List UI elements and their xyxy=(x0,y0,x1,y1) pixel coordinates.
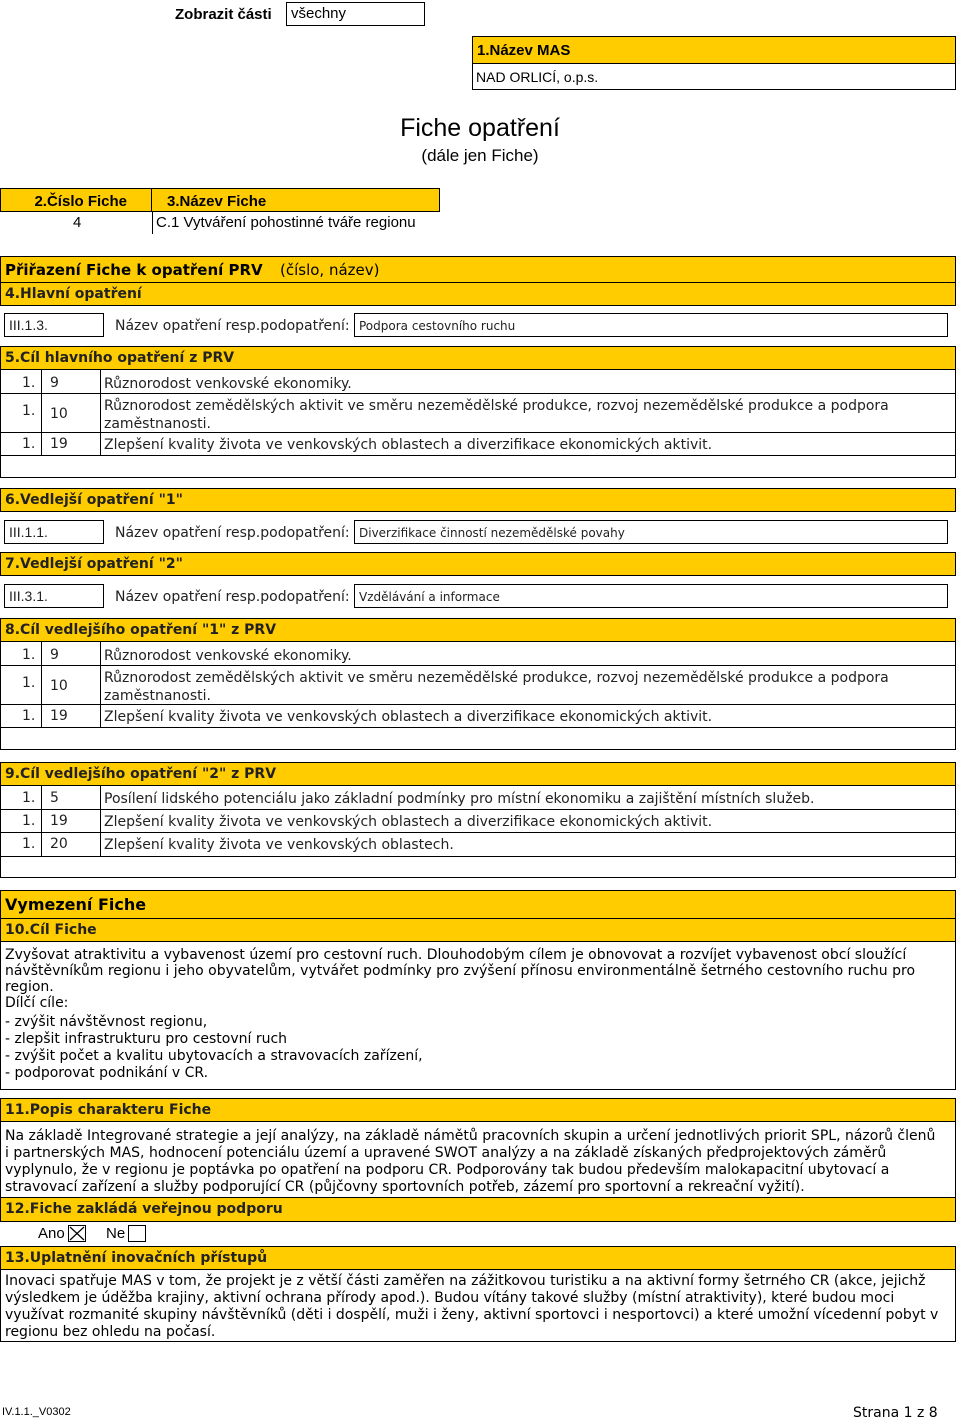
side-goal2-header: 9.Cíl vedlejšího opatření "2" z PRV xyxy=(5,766,277,782)
side-goal1-header: 8.Cíl vedlejšího opatření "1" z PRV xyxy=(5,622,277,638)
main-measure-name-field[interactable]: Podpora cestovního ruchu xyxy=(354,313,948,337)
goal-col-b: 19 xyxy=(50,436,68,452)
show-parts-label: Zobrazit části xyxy=(175,6,272,23)
goal-fiche-line: - zlepšit infrastrukturu pro cestovní ruch xyxy=(5,1031,288,1047)
innov-box xyxy=(0,1270,956,1342)
no-checkbox[interactable] xyxy=(128,1225,146,1242)
side2-name-label: Název opatření resp.podopatření: xyxy=(115,589,350,605)
show-parts-select[interactable]: všechny xyxy=(286,2,425,26)
innov-line: využívat rozmanité skupiny návštěvníků (děti i dospělí, muži i ženy, aktivní sportovci i nesportovci) a které umožní vícedenní pobyt v xyxy=(5,1307,939,1323)
innov-header: 13.Uplatnění inovačních přístupů xyxy=(5,1250,268,1266)
side-goal2-rule-1 xyxy=(0,809,956,810)
goal-text-cont: zaměstnanosti. xyxy=(104,416,211,432)
public-header-band xyxy=(0,1198,956,1222)
mas-header: 1.Název MAS xyxy=(477,42,571,59)
goal-text: Různorodost venkovské ekonomiky. xyxy=(104,376,352,392)
side-goal2-divider-2 xyxy=(100,786,101,856)
goal-text: Různorodost venkovské ekonomiky. xyxy=(104,648,352,664)
main-goal-divider-2 xyxy=(100,370,101,455)
fiche-num-header-cell xyxy=(0,188,152,212)
goal-col-a: 1. xyxy=(22,375,36,391)
public-header: 12.Fiche zakládá veřejnou podporu xyxy=(5,1201,283,1217)
desc-line: stravovací zařízení a služby podporující CR (půjčovny sportovních potřeb, zázemí pro sportovní a rekreační vyžití). xyxy=(5,1179,805,1195)
goal-text: Zlepšení kvality života ve venkovských oblastech a diverzifikace ekonomických aktivit. xyxy=(104,709,713,725)
side-goal2-divider-1 xyxy=(41,786,42,856)
goal-col-b: 10 xyxy=(50,678,68,694)
side2-code[interactable]: III.3.1. xyxy=(4,584,104,608)
fiche-num-header: 2.Číslo Fiche xyxy=(34,193,127,210)
goal-fiche-line: - zvýšit návštěvnost regionu, xyxy=(5,1014,208,1030)
goal-text: Zlepšení kvality života ve venkovských oblastech a diverzifikace ekonomických aktivit. xyxy=(104,437,713,453)
side1-header: 6.Vedlejší opatření "1" xyxy=(5,492,183,508)
main-measure-name-label: Název opatření resp.podopatření: xyxy=(115,318,350,334)
goal-text: Různorodost zemědělských aktivit ve směru nezemědělské produkce, rozvoj nezemědělské produkce a podpora xyxy=(104,398,889,414)
goal-col-a: 1. xyxy=(22,675,36,691)
page-title: Fiche opatření xyxy=(400,114,560,142)
main-measure-header: 4.Hlavní opatření xyxy=(5,286,142,302)
side-goal1-rule-1 xyxy=(0,665,956,666)
side1-name-field[interactable]: Diverzifikace činností nezemědělské povahy xyxy=(354,520,948,544)
desc-box xyxy=(0,1122,956,1198)
main-goal-rule-1 xyxy=(0,393,956,394)
yes-checkbox[interactable] xyxy=(68,1225,86,1242)
goal-fiche-box xyxy=(0,942,956,1090)
goal-fiche-line: region. xyxy=(5,979,54,995)
goal-text: Různorodost zemědělských aktivit ve směru nezemědělské produkce, rozvoj nezemědělské produkce a podpora xyxy=(104,670,889,686)
main-measure-code[interactable]: III.1.3. xyxy=(4,313,104,337)
side-goal1-header-band xyxy=(0,618,956,642)
side-goal2-rule-3 xyxy=(0,856,956,857)
goal-col-b: 9 xyxy=(50,647,59,663)
side2-name-field[interactable]: Vzdělávání a informace xyxy=(354,584,948,608)
footer-page: Strana 1 z 8 xyxy=(853,1405,938,1421)
no-label: Ne xyxy=(106,1225,126,1242)
desc-line: i partnerských MAS, hodnocení potenciálu území a upravené SWOT analýzy a na základě získaných předprojektových záměrů xyxy=(5,1145,887,1161)
goal-text: Zlepšení kvality života ve venkovských oblastech. xyxy=(104,837,454,853)
yes-label: Ano xyxy=(38,1225,65,1242)
main-goal-rule-3 xyxy=(0,455,956,456)
goal-text: Zlepšení kvality života ve venkovských oblastech a diverzifikace ekonomických aktivit. xyxy=(104,814,713,830)
mas-name-cell xyxy=(472,64,956,90)
side-goal1-divider-1 xyxy=(41,642,42,727)
goal-col-a: 1. xyxy=(22,836,36,852)
main-goal-header-band xyxy=(0,346,956,370)
side-goal1-rule-3 xyxy=(0,727,956,728)
vymezeni-header: Vymezení Fiche xyxy=(5,895,147,914)
assign-header-bold: Přiřazení Fiche k opatření PRV xyxy=(5,261,263,279)
goal-col-a: 1. xyxy=(22,708,36,724)
side-goal2-header-band xyxy=(0,762,956,786)
goal-col-a: 1. xyxy=(22,813,36,829)
goal-fiche-line: - zvýšit počet a kvalitu ubytovacích a stravovacích zařízení, xyxy=(5,1048,423,1064)
page-subtitle: (dále jen Fiche) xyxy=(421,146,539,165)
goal-text-cont: zaměstnanosti. xyxy=(104,688,211,704)
checkmark-x-icon xyxy=(69,1226,85,1241)
main-measure-header-band xyxy=(0,282,956,306)
goal-col-b: 20 xyxy=(50,836,68,852)
vymezeni-header-band xyxy=(0,890,956,918)
assign-header-rest: (číslo, název) xyxy=(280,261,380,279)
goal-col-b: 10 xyxy=(50,406,68,422)
goal-col-a: 1. xyxy=(22,403,36,419)
main-goal-header: 5.Cíl hlavního opatření z PRV xyxy=(5,350,235,366)
goal-col-a: 1. xyxy=(22,647,36,663)
innov-line: regionu bez ohledu na počasí. xyxy=(5,1324,216,1340)
goal-col-b: 19 xyxy=(50,813,68,829)
goal-col-a: 1. xyxy=(22,436,36,452)
mas-name: NAD ORLICÍ, o.p.s. xyxy=(476,69,599,85)
desc-header: 11.Popis charakteru Fiche xyxy=(5,1102,212,1118)
fiche-name-header-cell xyxy=(152,188,440,212)
innov-line: výsledkem je úděžba krajiny, aktivní ochrana přírody apod.). Budou vítány takové služby (místní atraktivity), které budou moci xyxy=(5,1290,895,1306)
fiche-num-cell xyxy=(0,212,152,234)
goal-fiche-line: - podporovat podnikání v CR. xyxy=(5,1065,209,1081)
fiche-name-cell xyxy=(152,212,440,234)
desc-header-band xyxy=(0,1098,956,1122)
goal-fiche-header-band xyxy=(0,918,956,942)
fiche-name-header: 3.Název Fiche xyxy=(167,193,267,210)
desc-line: Na základě Integrované strategie a její analýzy, na základě námětů pracovních skupin a určení jednotlivých priorit SPL, názorů členů xyxy=(5,1128,936,1144)
goal-fiche-line: Zvyšovat atraktivitu a vybavenost území pro cestovní ruch. Dlouhodobým cílem je obnovovat a rozvíjet vybavenost obcí sloužící xyxy=(5,947,907,963)
innov-line: Inovaci spatřuje MAS v tom, že projekt je z větší části zaměřen na zážitkovou turistiku a na aktivní formy šetrného CR (akce, jejichž xyxy=(5,1273,926,1289)
side1-name-label: Název opatření resp.podopatření: xyxy=(115,525,350,541)
goal-col-b: 19 xyxy=(50,708,68,724)
assign-header-band xyxy=(0,256,956,282)
side2-header: 7.Vedlejší opatření "2" xyxy=(5,556,183,572)
goal-col-b: 5 xyxy=(50,790,59,806)
main-goal-divider-1 xyxy=(41,370,42,455)
goal-fiche-line: Dílčí cíle: xyxy=(5,995,69,1011)
side1-code[interactable]: III.1.1. xyxy=(4,520,104,544)
side-goal1-divider-2 xyxy=(100,642,101,727)
desc-line: vyplynulo, že v regionu je poptávka po opatření na podporu CR. Podporovány tak budou především malokapacitní ubytovací a xyxy=(5,1162,890,1178)
goal-col-a: 1. xyxy=(22,790,36,806)
footer-code: IV.1.1._V0302 xyxy=(2,1406,71,1418)
mas-header-cell xyxy=(472,36,956,64)
side2-header-band xyxy=(0,552,956,576)
goal-col-b: 9 xyxy=(50,375,59,391)
goal-text: Posílení lidského potenciálu jako základní podmínky pro místní ekonomiku a zajištění místních služeb. xyxy=(104,791,815,807)
side-goal2-rule-2 xyxy=(0,832,956,833)
goal-fiche-header: 10.Cíl Fiche xyxy=(5,922,97,938)
side1-header-band xyxy=(0,488,956,512)
goal-fiche-line: návštěvníkům regionu i jeho obyvatelům, vytvářet podmínky pro zvýšení přínosu environmentálně šetrného cestovního ruchu pro xyxy=(5,963,916,979)
innov-header-band xyxy=(0,1246,956,1270)
fiche-name: C.1 Vytváření pohostinné tváře regionu xyxy=(156,214,416,231)
fiche-num: 4 xyxy=(73,214,82,231)
